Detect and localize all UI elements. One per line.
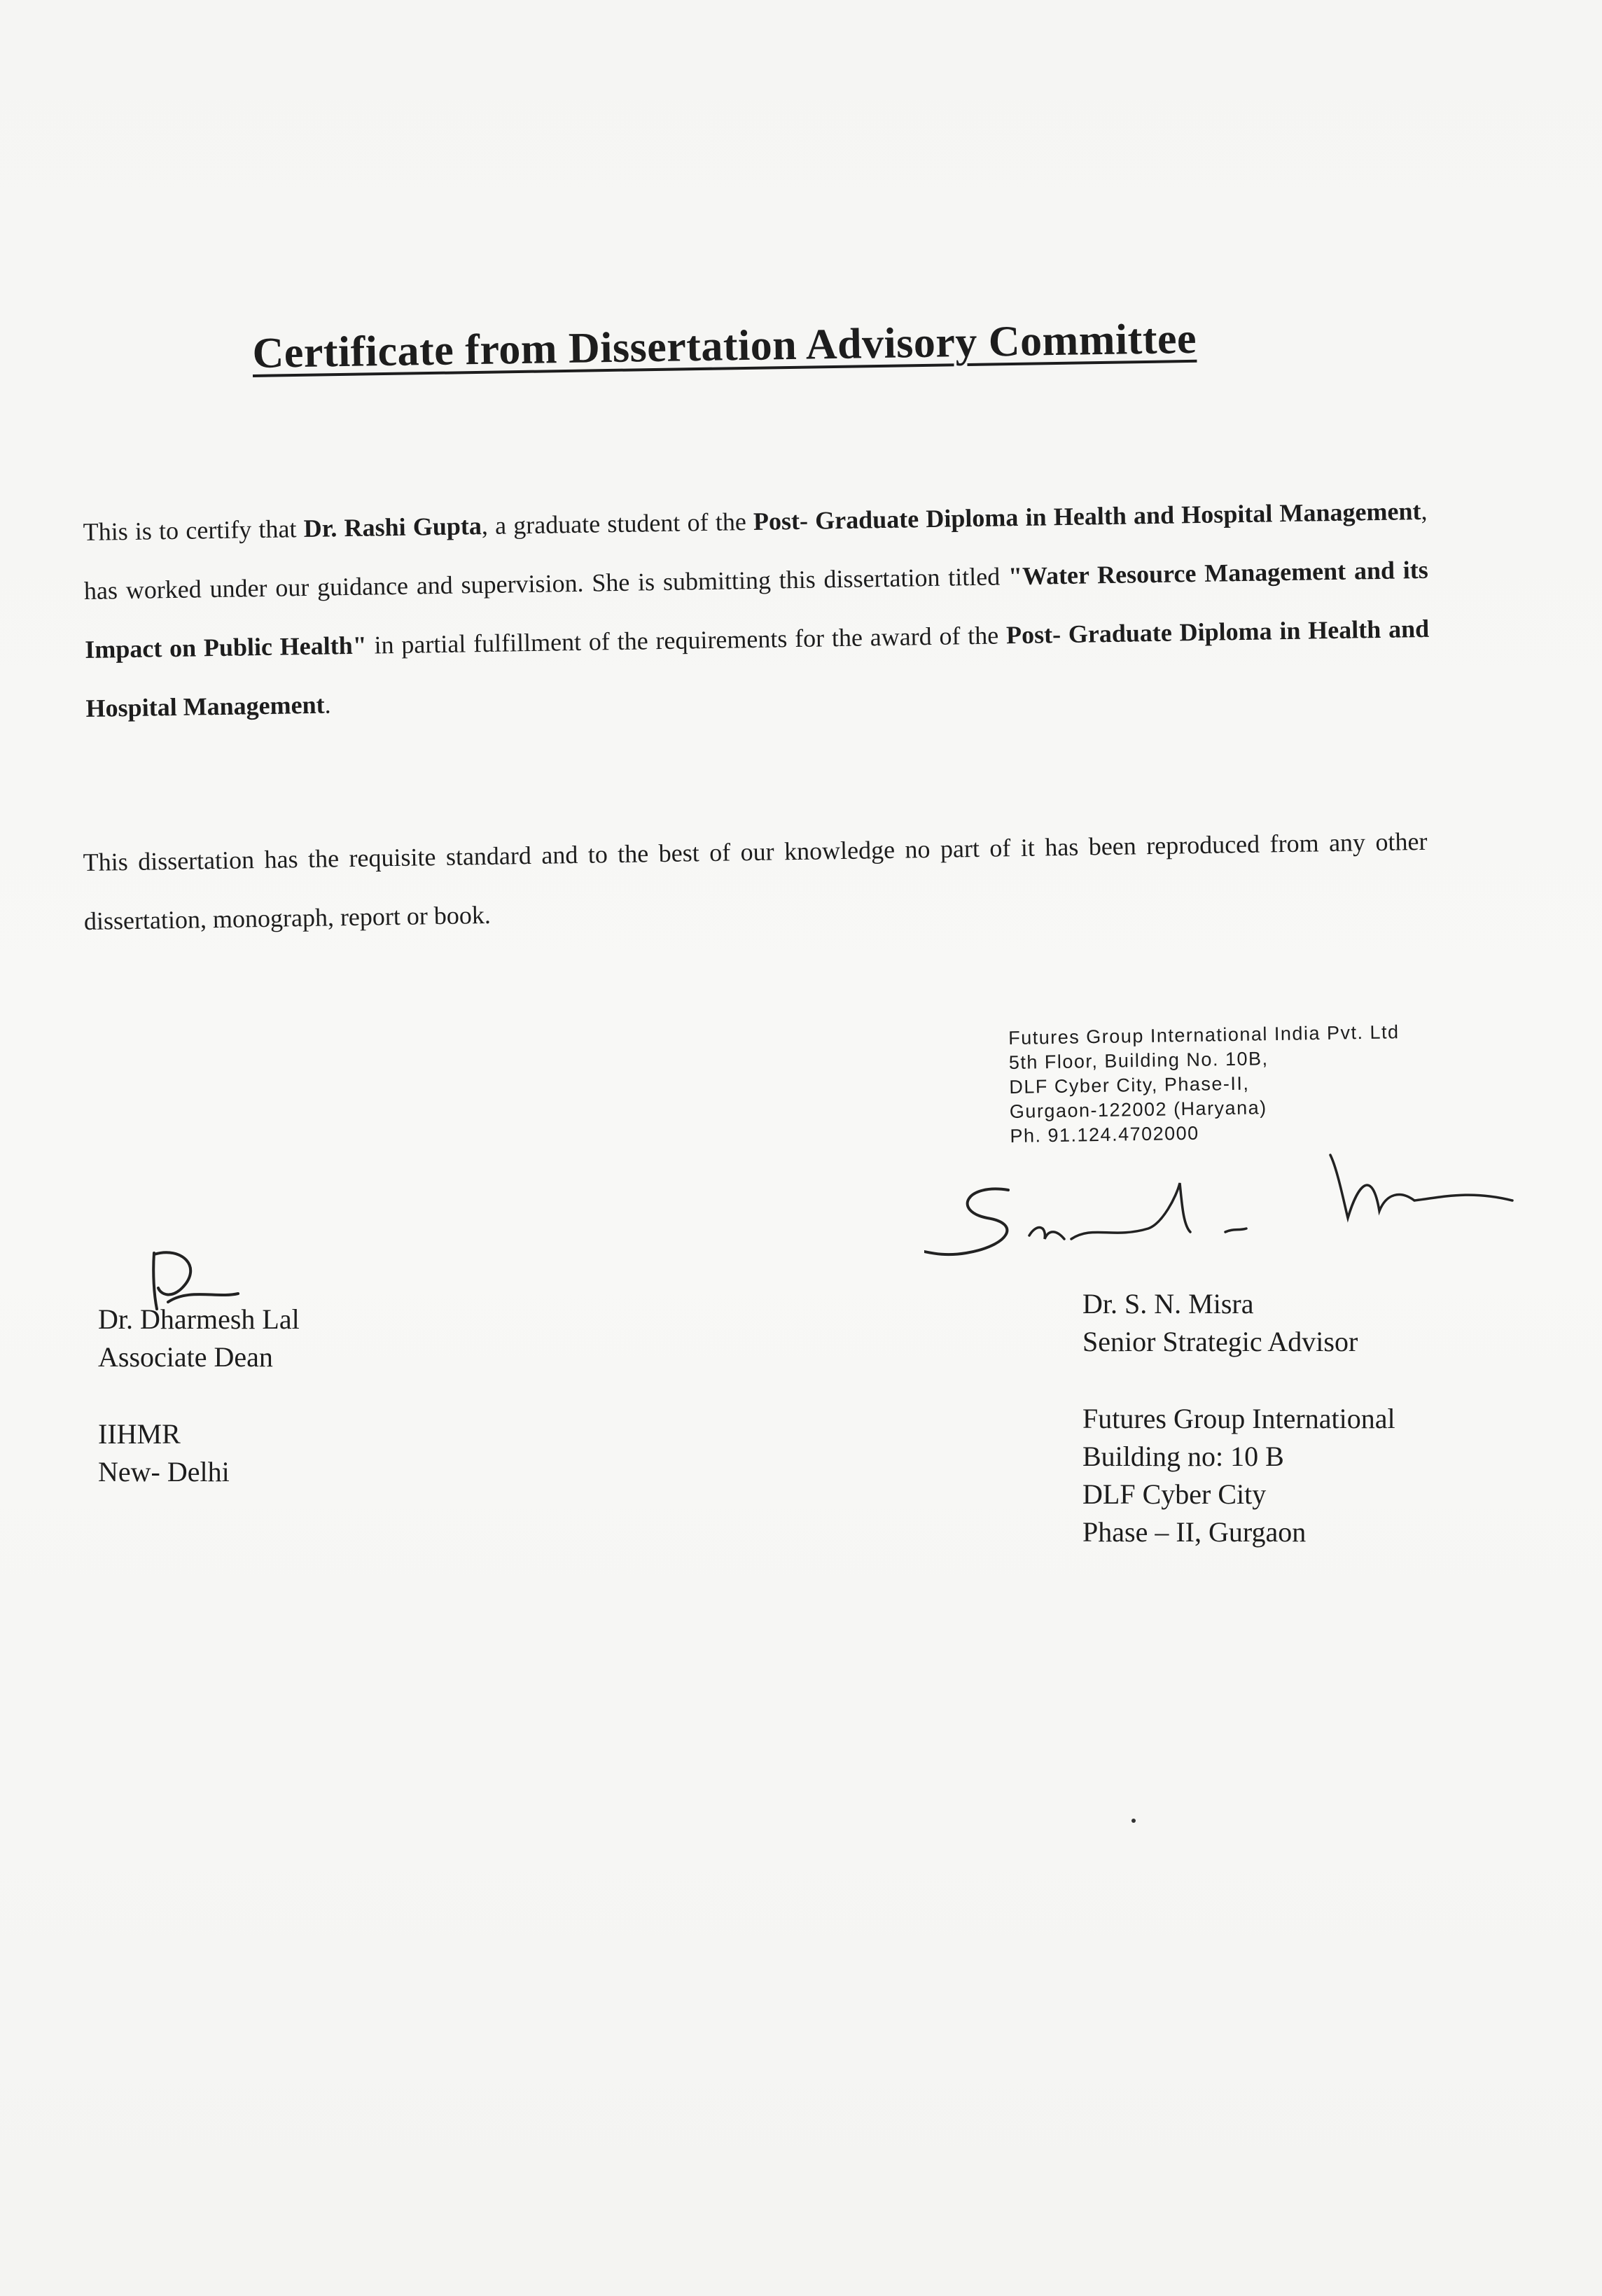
- award-name: Post- Graduate Diploma in Health and Hospital Management: [85, 614, 1430, 722]
- stamp-line: DLF Cyber City, Phase-II,: [1009, 1072, 1250, 1098]
- left-signatory-block: [98, 1301, 300, 1491]
- stamp-line: 5th Floor, Building No. 10B,: [1008, 1048, 1269, 1073]
- stamp-line: Gurgaon-122002 (Haryana): [1009, 1097, 1267, 1122]
- stamp-line: Ph. 91.124.4702000: [1010, 1122, 1199, 1147]
- right-signatory-designation: Senior Strategic Advisor: [1082, 1326, 1358, 1357]
- p1-text-5: .: [324, 690, 331, 719]
- p1-text-4: in partial fulfillment of the requirements for the award of the: [366, 621, 1007, 659]
- stamp-line: Futures Group International India Pvt. Ltd: [1008, 1021, 1400, 1049]
- company-stamp: [1008, 1020, 1401, 1149]
- certification-paragraph: [83, 482, 1430, 738]
- left-signatory-org: IIHMR: [98, 1418, 181, 1450]
- left-signatory-name: Dr. Dharmesh Lal: [98, 1303, 300, 1335]
- right-signatory-address-3: Phase – II, Gurgaon: [1082, 1516, 1307, 1548]
- scan-speck: [1131, 1819, 1136, 1823]
- right-signatory-block: [1082, 1285, 1395, 1551]
- certificate-title: Certificate from Dissertation Advisory Committee: [252, 314, 1197, 377]
- dissertation-title: "Water Resource Management and its Impact on Public Health": [84, 555, 1429, 664]
- p1-text-3: , has worked under our guidance and supervision. She is submitting this dissertation titled: [83, 496, 1428, 605]
- originality-paragraph: This dissertation has the requisite standard and to the best of our knowledge no part of it has been reproduced from any other dissertation, monograph, report or book.: [83, 827, 1428, 935]
- p1-text-2: , a graduate student of the: [481, 507, 754, 540]
- right-signatory-org: Futures Group International: [1082, 1403, 1395, 1434]
- left-signatory-location: New- Delhi: [98, 1456, 230, 1488]
- student-name: Dr. Rashi Gupta: [303, 512, 482, 543]
- program-name: Post- Graduate Diploma in Health and Hospital Management: [753, 496, 1421, 536]
- right-signatory-name: Dr. S. N. Misra: [1082, 1288, 1254, 1320]
- p1-text-1: This is to certify that: [83, 514, 304, 546]
- right-signatory-address-2: DLF Cyber City: [1082, 1478, 1267, 1510]
- right-signatory-address-1: Building no: 10 B: [1082, 1441, 1284, 1472]
- sn-misra-signature: [924, 1141, 1554, 1267]
- left-signatory-designation: Associate Dean: [98, 1341, 273, 1373]
